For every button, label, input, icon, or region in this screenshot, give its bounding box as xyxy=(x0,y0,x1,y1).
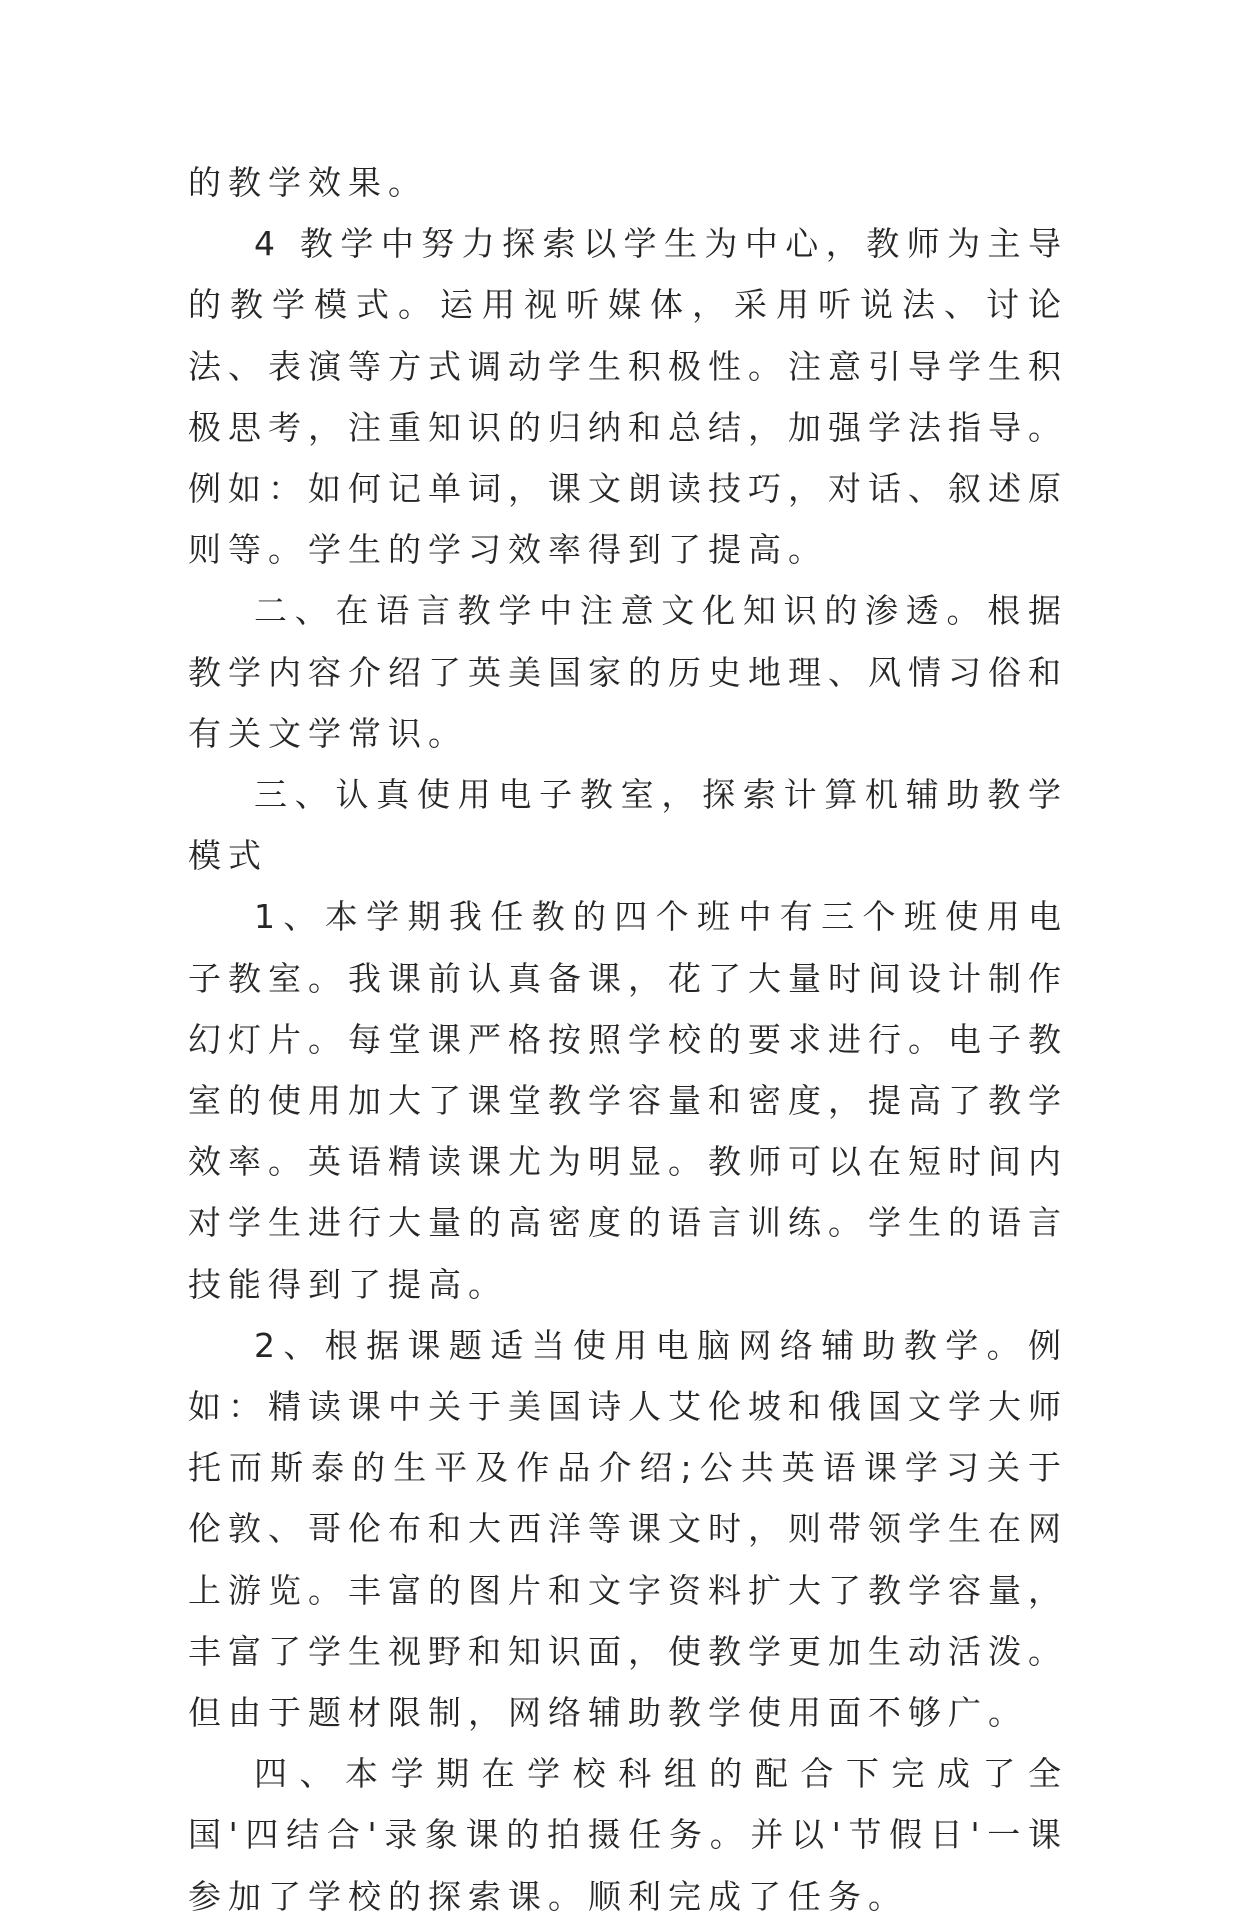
paragraph-electronic-classroom-heading: 三、认真使用电子教室，探索计算机辅助教学模式 xyxy=(188,775,1068,876)
paragraph-continuation: 的教学效果。 xyxy=(188,163,428,202)
paragraph-network-teaching: 2、根据课题适当使用电脑网络辅助教学。例如：精读课中关于美国诗人艾伦坡和俄国文学大师托而斯泰的生平及作品介绍;公共英语课学习关于伦敦、哥伦布和大西洋等课文时，则带领学生在网上游览。丰富的图片和文字资料扩大了教学容量，丰富了学生视野和知识面，使教学更加生动活泼。但由于题材限制，网络辅助教学使用面不够广。 xyxy=(188,1325,1068,1733)
paragraph-electronic-classroom-use: 1、本学期我任教的四个班中有三个班使用电子教室。我课前认真备课，花了大量时间设计制作幻灯片。每堂课严格按照学校的要求进行。电子教室的使用加大了课堂教学容量和密度，提高了教学效率。英语精读课尤为明显。教师可以在短时间内对学生进行大量的高密度的语言训练。学生的语言技能得到了提高。 xyxy=(188,897,1068,1304)
paragraph-culture-knowledge: 二、在语言教学中注意文化知识的渗透。根据教学内容介绍了英美国家的历史地理、风情习俗和有关文学常识。 xyxy=(188,591,1068,753)
document-body xyxy=(188,152,1068,1927)
paragraph-teaching-mode: 4 教学中努力探索以学生为中心，教师为主导的教学模式。运用视听媒体，采用听说法、讨论法、表演等方式调动学生积极性。注意引导学生积极思考，注重知识的归纳和总结，加强学法指导。例如：如何记单词，课文朗读技巧，对话、叙述原则等。学生的学习效率得到了提高。 xyxy=(188,224,1068,570)
paragraph-recording-lesson: 四、本学期在学校科组的配合下完成了全国'四结合'录象课的拍摄任务。并以'节假日'一课参加了学校的探索课。顺利完成了任务。 xyxy=(188,1754,1068,1916)
